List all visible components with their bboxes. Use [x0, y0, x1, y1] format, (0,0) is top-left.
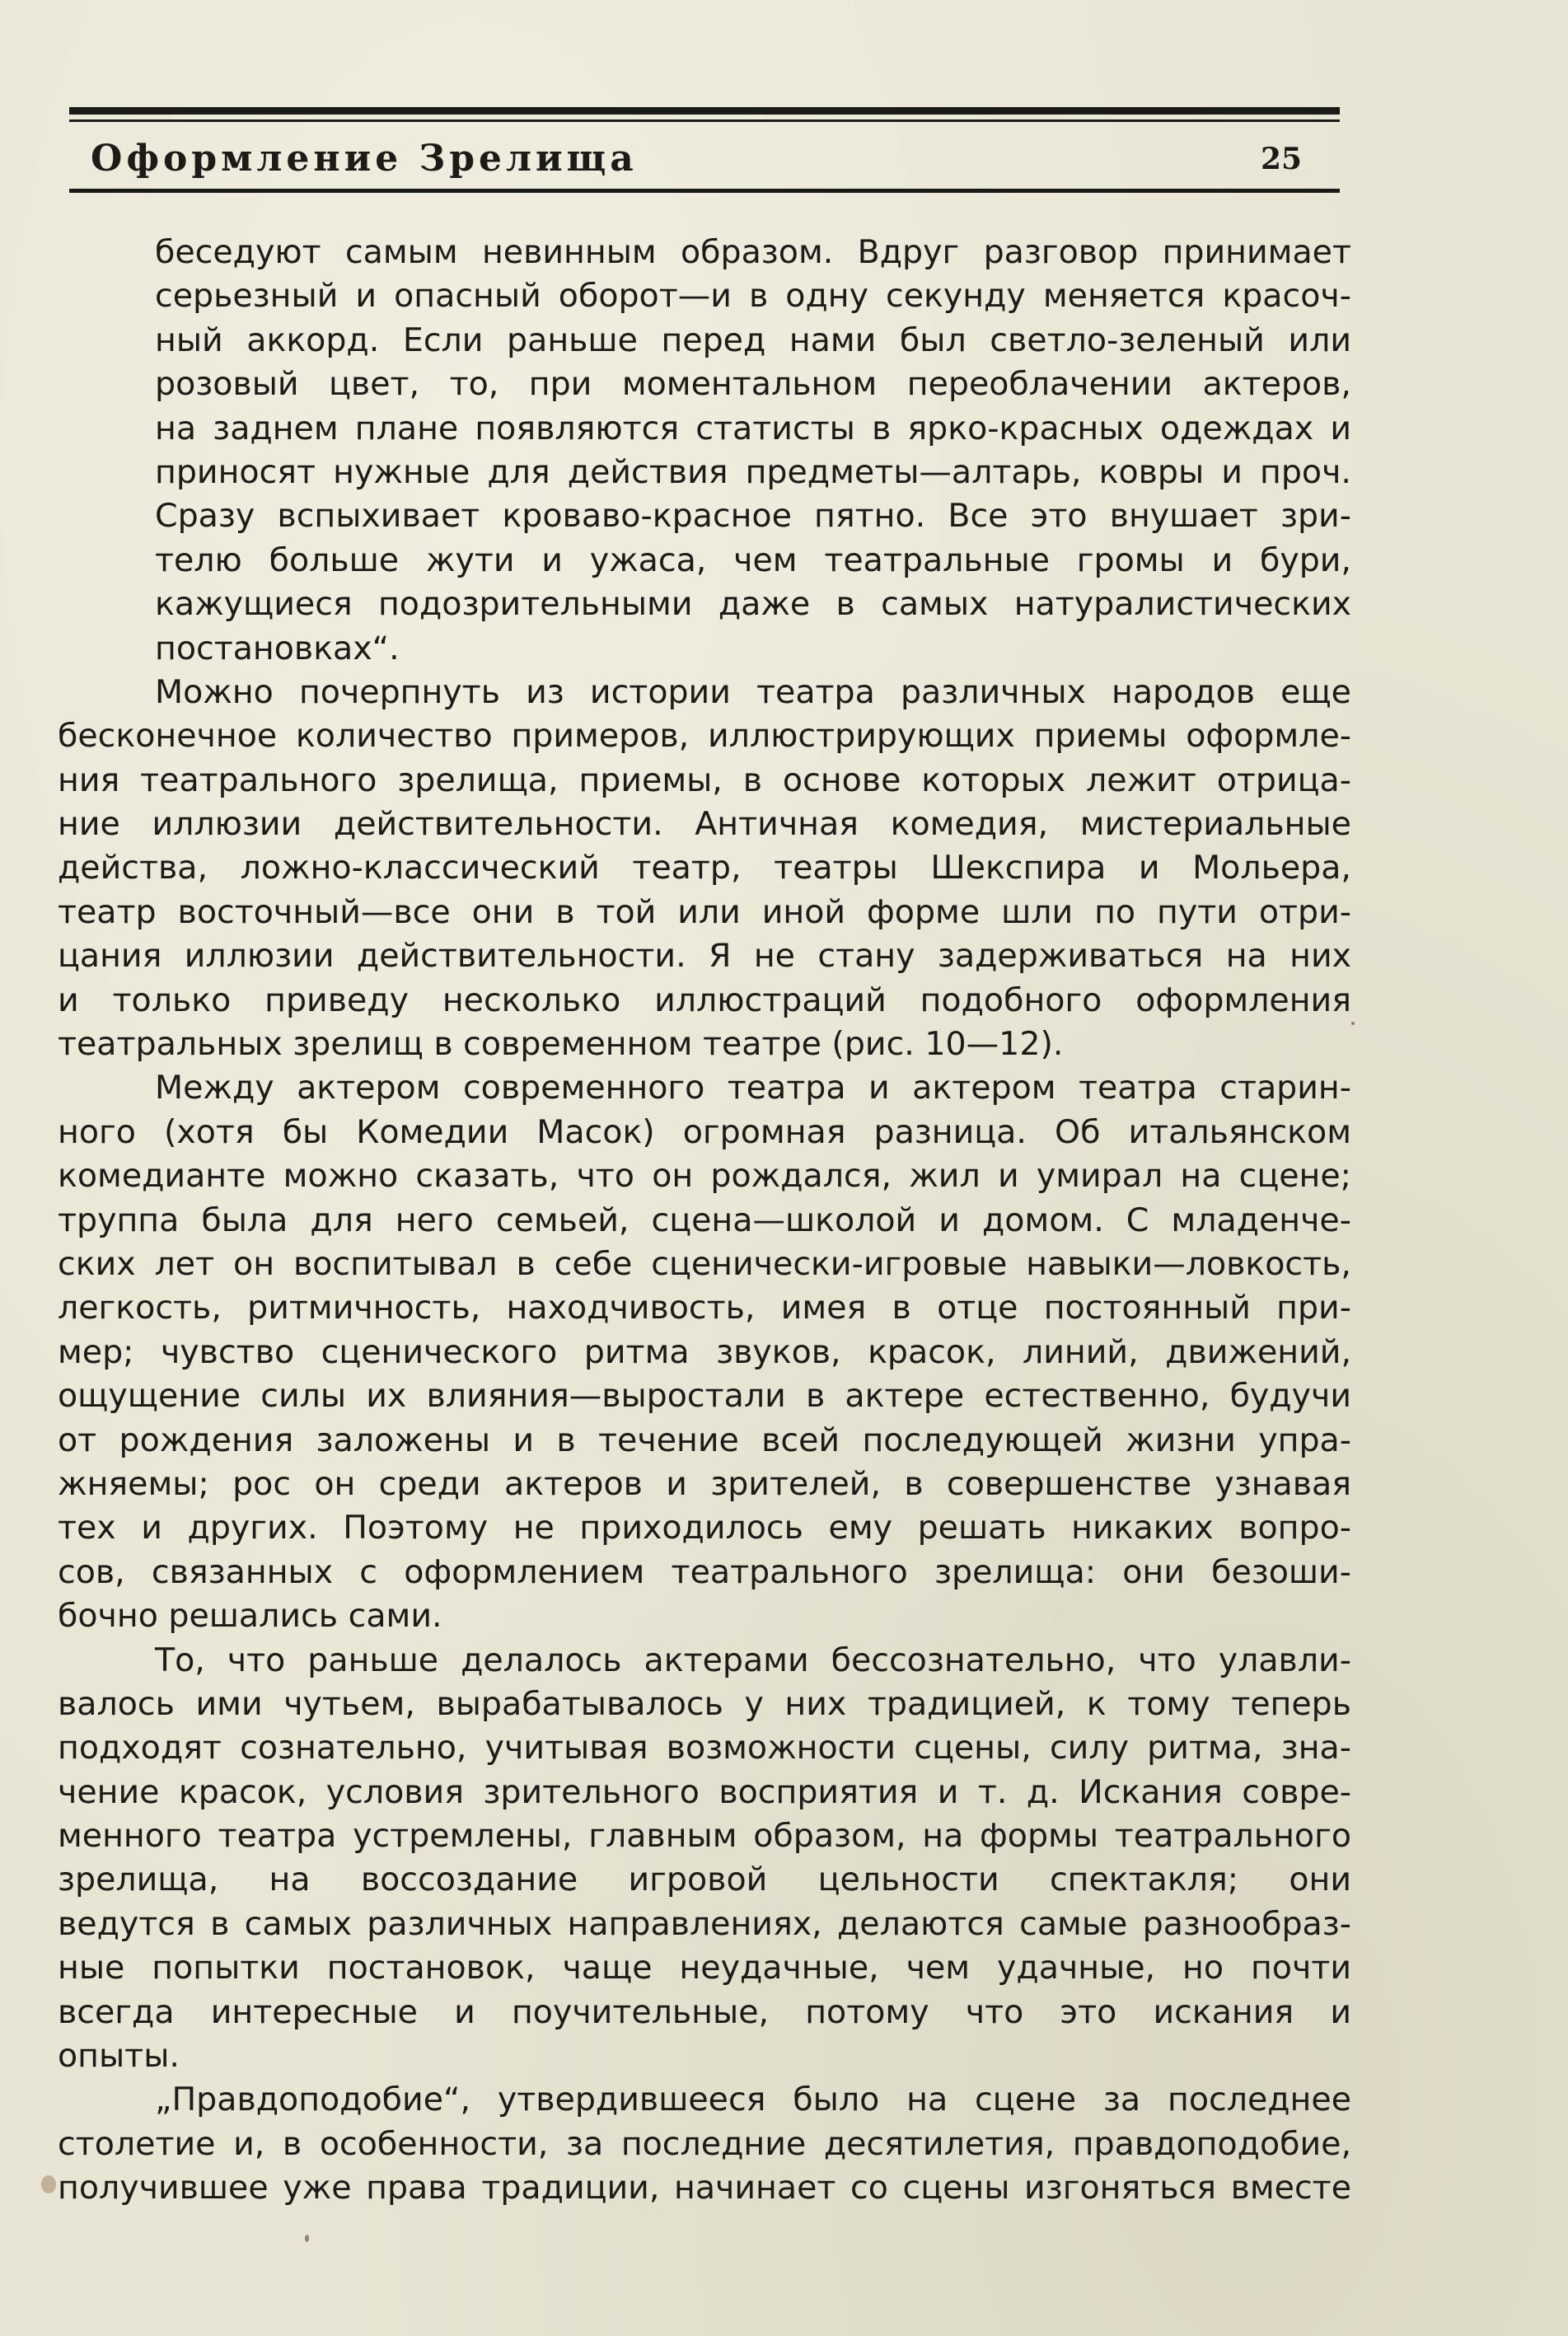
text-line: ние иллюзии действительности. Античная комедия, мистериальные	[58, 805, 1351, 844]
text-line: театр восточный—все они в той или иной форме шли по пути отри-	[58, 892, 1351, 931]
paragraph-4	[58, 1639, 1351, 2079]
paragraph-2	[58, 671, 1351, 1067]
text-line: ских лет он воспитывал в себе сценически-игровые навыки—ловкость,	[58, 1244, 1351, 1283]
text-line: беседуют самым невинным образом. Вдруг разговор принимает	[155, 233, 1351, 271]
text-line: Можно почерпнуть из истории театра различных народов еще	[155, 672, 1351, 711]
text-line: менного театра устремлены, главным образом, на формы театрального	[58, 1817, 1351, 1856]
text-line: столетие и, в особенности, за последние десятилетия, правдоподобие,	[58, 2124, 1351, 2163]
running-title: Оформление Зрелища	[91, 138, 638, 180]
text-line: цания иллюзии действительности. Я не стану задерживаться на них	[58, 937, 1351, 976]
text-line: Сразу вспыхивает кроваво-красное пятно. Все это внушает зри-	[155, 497, 1351, 536]
header-rule-thick	[69, 107, 1340, 115]
header-rule-thin	[69, 119, 1340, 122]
text-line: бесконечное количество примеров, иллюстрирующих приемы оформле-	[58, 717, 1351, 756]
text-line: серьезный и опасный оборот—и в одну секунду меняется красоч-	[155, 277, 1351, 316]
text-line: ные попытки постановок, чаще неудачные, чем удачные, но почти	[58, 1949, 1351, 1987]
text-line: опыты.	[58, 2037, 180, 2076]
text-line: ния театрального зрелища, приемы, в основе которых лежит отрица-	[58, 761, 1351, 799]
text-line: комедианте можно сказать, что он рождался, жил и умирал на сцене;	[58, 1157, 1351, 1196]
text-line: То, что раньше делалось актерами бессознательно, что улавли-	[155, 1641, 1351, 1679]
text-line: получившее уже права традиции, начинает со сцены изгоняться вместе	[58, 2169, 1351, 2207]
text-line: мер; чувство сценического ритма звуков, красок, линий, движений,	[58, 1332, 1351, 1371]
text-line: телю больше жути и ужаса, чем театральные громы и бури,	[155, 541, 1351, 579]
page-number: 25	[1261, 142, 1303, 176]
text-line: чение красок, условия зрительного восприятия и т. д. Искания совре-	[58, 1772, 1351, 1811]
text-line: и только приведу несколько иллюстраций подобного оформления	[58, 981, 1351, 1019]
text-line: труппа была для него семьей, сцена—школой и домом. С младенче-	[58, 1201, 1351, 1239]
text-line: от рождения заложены и в течение всей последующей жизни упра-	[58, 1421, 1351, 1459]
text-line: ощущение силы их влияния—выростали в актере естественно, будучи	[58, 1377, 1351, 1416]
text-line: розовый цвет, то, при моментальном переоблачении актеров,	[155, 365, 1351, 404]
text-line: Между актером современного театра и актером театра старин-	[155, 1069, 1351, 1107]
text-line: кажущиеся подозрительными даже в самых натуралистических	[155, 585, 1351, 624]
ink-speck	[1351, 1022, 1355, 1025]
text-line: сов, связанных с оформлением театрального зрелища: они безоши-	[58, 1552, 1351, 1591]
text-line: бочно решались сами.	[58, 1597, 442, 1636]
header-rule-bottom	[69, 189, 1340, 193]
paragraph-1	[58, 231, 1351, 671]
text-line: тех и других. Поэтому не приходилось ему решать никаких вопро-	[58, 1509, 1351, 1547]
text-line: всегда интересные и поучительные, потому что это искания и	[58, 1992, 1351, 2031]
body-text	[58, 231, 1351, 2211]
text-line: действа, ложно-классический театр, театры Шекспира и Мольера,	[58, 849, 1351, 887]
text-line: на заднем плане появляются статисты в ярко-красных одеждах и	[155, 409, 1351, 447]
text-line: валось ими чутьем, вырабатывалось у них традицией, к тому теперь	[58, 1684, 1351, 1723]
paragraph-3	[58, 1066, 1351, 1638]
text-line: подходят сознательно, учитывая возможности сцены, силу ритма, зна-	[58, 1729, 1351, 1767]
text-line: „Правдоподобие“, утвердившееся было на сцене за последнее	[155, 2081, 1351, 2119]
text-line: театральных зрелищ в современном театре (рис. 10—12).	[58, 1025, 1064, 1064]
paragraph-5	[58, 2078, 1351, 2210]
text-line: ный аккорд. Если раньше перед нами был светло-зеленый или	[155, 321, 1351, 359]
text-line: постановках“.	[155, 629, 400, 667]
text-line: зрелища, на воссоздание игровой цельности спектакля; они	[58, 1861, 1351, 1899]
text-line: жняемы; рос он среди актеров и зрителей, в совершенстве узнавая	[58, 1464, 1351, 1503]
text-line: ведутся в самых различных направлениях, делаются самые разнообраз-	[58, 1904, 1351, 1943]
text-line: легкость, ритмичность, находчивость, имея в отце постоянный при-	[58, 1289, 1351, 1327]
text-line: приносят нужные для действия предметы—алтарь, ковры и проч.	[155, 452, 1351, 491]
ink-speck	[41, 2175, 56, 2193]
ink-speck	[305, 2235, 309, 2242]
text-line: ного (хотя бы Комедии Масок) огромная разница. Об итальянском	[58, 1112, 1351, 1151]
